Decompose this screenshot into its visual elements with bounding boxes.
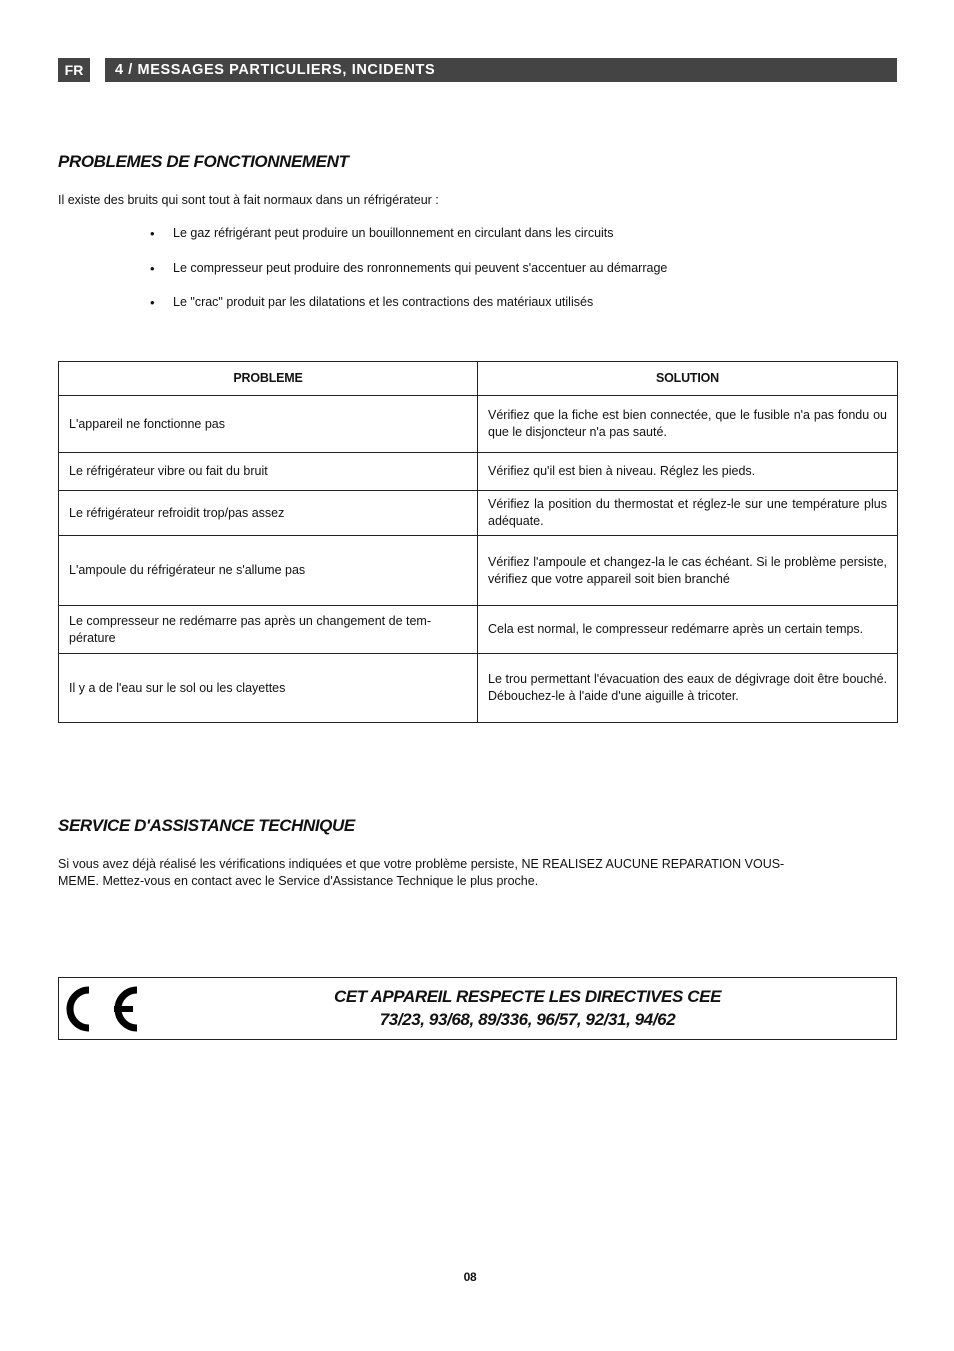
language-tag: FR — [58, 58, 90, 82]
service-title: SERVICE D'ASSISTANCE TECHNIQUE — [58, 816, 355, 835]
solution-cell: Cela est normal, le compresseur redémarre après un certain temps. — [478, 606, 898, 654]
service-text-line2: MEME. Mettez-vous en contact avec le Service d'Assistance Technique le plus proche. — [58, 874, 539, 888]
list-item: • Le compresseur peut produire des ronronnements qui peuvent s'accentuer au démarrage — [150, 261, 667, 296]
ce-directive-list: 73/23, 93/68, 89/336, 96/57, 92/31, 94/62 — [379, 1010, 676, 1029]
solution-cell: Vérifiez l'ampoule et changez-la le cas échéant. Si le problème persiste, vérifiez que votre appareil soit bien branché — [478, 536, 898, 606]
problem-cell: Le compresseur ne redémarre pas après un changement de tem-pérature — [59, 606, 478, 654]
column-header-solution: SOLUTION — [478, 362, 898, 396]
table-row — [59, 453, 898, 491]
column-header-problem: PROBLEME — [59, 362, 478, 396]
table-row — [59, 654, 898, 723]
ce-text — [159, 985, 896, 1031]
solution-cell: Vérifiez qu'il est bien à niveau. Réglez les pieds. — [478, 453, 898, 491]
table-row — [59, 536, 898, 606]
ce-directive-title: CET APPAREIL RESPECTE LES DIRECTIVES CEE — [333, 987, 722, 1006]
list-item: • Le gaz réfrigérant peut produire un bouillonnement en circulant dans les circuits — [150, 226, 667, 261]
problems-title: PROBLEMES DE FONCTIONNEMENT — [58, 152, 349, 171]
ce-compliance-box — [58, 977, 897, 1040]
table-row — [59, 606, 898, 654]
troubleshooting-table — [58, 361, 898, 723]
solution-cell: Le trou permettant l'évacuation des eaux de dégivrage doit être bouché. Débouchez-le à l'aide d'une aiguille à tricoter. — [478, 654, 898, 723]
page-number: 08 — [463, 1270, 477, 1284]
solution-cell: Vérifiez la position du thermostat et réglez-le sur une température plus adéquate. — [478, 491, 898, 536]
noise-list — [150, 226, 667, 330]
problem-cell: L'ampoule du réfrigérateur ne s'allume pas — [59, 536, 478, 606]
problem-cell: Il y a de l'eau sur le sol ou les clayettes — [59, 654, 478, 723]
ce-mark-icon — [59, 980, 143, 1038]
table-row — [59, 396, 898, 453]
problem-cell: Le réfrigérateur refroidit trop/pas assez — [59, 491, 478, 536]
list-item: • Le "crac" produit par les dilatations et les contractions des matériaux utilisés — [150, 295, 667, 330]
problem-cell: Le réfrigérateur vibre ou fait du bruit — [59, 453, 478, 491]
table-header-row — [59, 362, 898, 396]
problem-cell: L'appareil ne fonctionne pas — [59, 396, 478, 453]
section-header: 4 / MESSAGES PARTICULIERS, INCIDENTS — [105, 58, 897, 82]
solution-cell: Vérifiez que la fiche est bien connectée, que le fusible n'a pas fondu ou que le disjoncteur n'a pas sauté. — [478, 396, 898, 453]
problems-intro: Il existe des bruits qui sont tout à fait normaux dans un réfrigérateur : — [58, 193, 439, 207]
service-text-line1: Si vous avez déjà réalisé les vérifications indiquées et que votre problème persiste, NE REALISEZ AUCUNE REPARATION VOUS- — [58, 857, 785, 871]
table-row — [59, 491, 898, 536]
